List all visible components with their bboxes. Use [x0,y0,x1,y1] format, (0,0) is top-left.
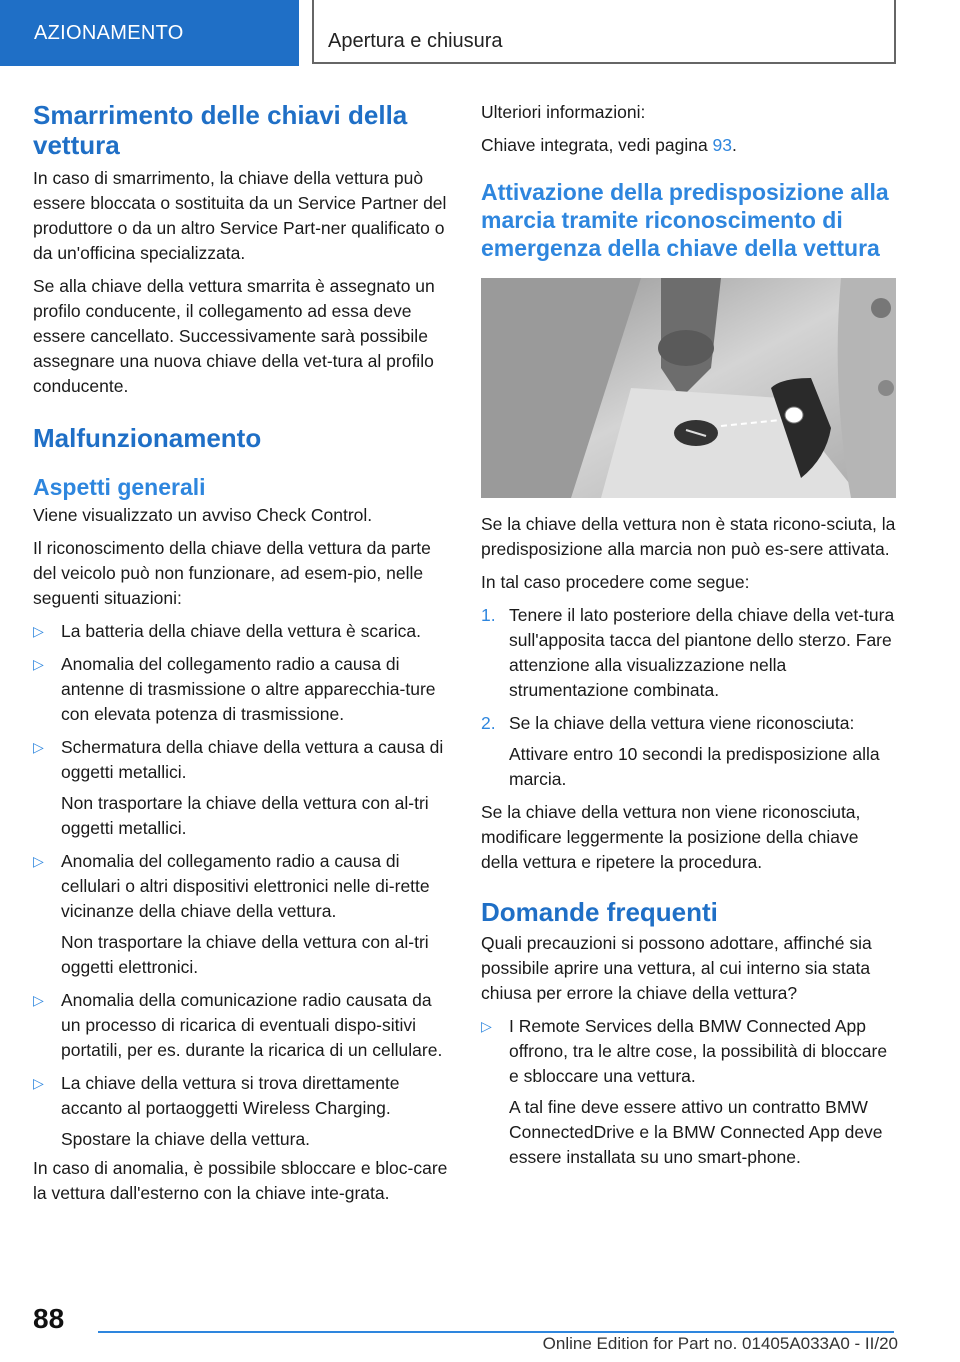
list-item-note: Non trasportare la chiave della vettura con al-tri oggetti elettronici. [61,932,429,977]
triangle-bullet-icon: ▷ [33,1075,44,1091]
left-column [33,100,448,1206]
list-item: ▷ Anomalia del collegamento radio a causa di cellulari o altri dispositivi elettronici nelle di-rette vicinanze della chiave della vettura. Non trasportare la chiave della vettura con al-tri oggetti elettronici. [33,849,448,980]
triangle-bullet-icon: ▷ [33,623,44,639]
paragraph-procedure: In tal caso procedere come segue: [481,572,750,592]
triangle-bullet-icon: ▷ [33,853,44,869]
list-item-note: Non trasportare la chiave della vettura con al-tri oggetti metallici. [61,793,429,838]
step-number: 2. [481,713,496,733]
paragraph-intro: Il riconoscimento della chiave della vettura da parte del veicolo può non funzionare, ad esem-pio, nelle seguenti situazioni: [33,538,431,608]
page-number: 88 [33,1303,65,1334]
step-item: 2. Se la chiave della vettura viene riconosciuta: Attivare entro 10 secondi la predisposizione alla marcia. [481,711,896,792]
triangle-bullet-icon: ▷ [33,992,44,1008]
list-item-note: Spostare la chiave della vettura. [61,1129,311,1149]
heading-faq: Domande frequenti [481,897,718,927]
paragraph-not-recognized: Se la chiave della vettura non è stata ricono-sciuta, la predisposizione alla marcia non può es-sere attivata. [481,514,896,559]
list-item: ▷ Anomalia della comunicazione radio causata da un processo di ricarica di eventuali dispo-sitivi portatili, per es. durante la ricarica di un cellulare. [33,990,443,1060]
paragraph-lost-2: Se alla chiave della vettura smarrita è assegnato un profilo conducente, il collegamento ad essa deve essere cancellato. Successivamente sarà possibile assegnare una nuova chiave della vet-tura al profilo conducente. [33,276,435,396]
list-item: ▷ I Remote Services della BMW Connected App offrono, tra le altre cose, la possibilità di bloccare e sbloccare una vettura. A tal fine deve essere attivo un contratto BMW ConnectedDrive e la BMW Connected App deve essere installata su uno smart-phone. [481,1014,896,1170]
list-item: ▷ Anomalia del collegamento radio a causa di antenne di trasmissione o altre apparecchia-ture con elevata potenza di trasmissione. [33,654,436,724]
step-number: 1. [481,605,496,625]
heading-emergency-detection: Attivazione della predisposizione alla marcia tramite riconoscimento di emergenza della chiave della vettura [481,179,889,261]
malfunction-list [33,619,448,1152]
faq-list [481,1014,896,1170]
section-tab: AZIONAMENTO [0,0,299,66]
key-illustration [481,278,896,498]
chapter-title: Apertura e chiusura [312,0,896,64]
step-note: Attivare entro 10 secondi la predisposizione alla marcia. [509,744,880,789]
list-item-note: A tal fine deve essere attivo un contratto BMW ConnectedDrive e la BMW Connected App deve essere installata su uno smart-phone. [509,1097,883,1167]
triangle-bullet-icon: ▷ [33,656,44,672]
list-item: ▷ La chiave della vettura si trova direttamente accanto al portaoggetti Wireless Charging. Spostare la chiave della vettura. [33,1071,448,1152]
steps-list [481,603,896,792]
paragraph-faq-question: Quali precauzioni si possono adottare, affinché sia possibile aprire una vettura, al cui interno sia stata chiusa per errore la chiave della vettura? [481,933,872,1003]
list-item: ▷ La batteria della chiave della vettura è scarica. [33,619,448,644]
page-header [0,0,960,66]
heading-malfunction: Malfunzionamento [33,423,262,453]
footer-edition: Online Edition for Part no. 01405A033A0 - II/20 [542,1334,898,1353]
paragraph-check-control: Viene visualizzato un avviso Check Control. [33,505,373,525]
heading-general: Aspetti generali [33,474,206,500]
step-item: 1. Tenere il lato posteriore della chiave della vet-tura sull'apposita tacca del piantone dello sterzo. Fare attenzione alla visualizzazione nella strumentazione combinata. [481,605,895,700]
page-link[interactable]: 93 [712,135,733,155]
paragraph-emergency-unlock: In caso di anomalia, è possibile sbloccare e bloc-care la vettura dall'esterno con la chiave inte-grata. [33,1158,448,1203]
heading-lost-key: Smarrimento delle chiavi della vettura [33,100,408,160]
list-item: ▷ Schermatura della chiave della vettura a causa di oggetti metallici. Non trasportare la chiave della vettura con al-tri oggetti metallici. [33,735,448,841]
footer-divider [98,1331,894,1333]
steering-column-key-photo [481,278,896,498]
paragraph-key-reference: Chiave integrata, vedi pagina 93. [481,135,737,155]
triangle-bullet-icon: ▷ [481,1018,492,1034]
right-column [481,100,896,1170]
paragraph-more-info: Ulteriori informazioni: [481,102,646,122]
paragraph-lost-1: In caso di smarrimento, la chiave della vettura può essere bloccata o sostituita da un Service Partner del produttore o da un altro Service Part-ner qualificato o da un'officina specializzata. [33,168,447,263]
paragraph-retry: Se la chiave della vettura non viene riconosciuta, modificare leggermente la posizione della chiave della vettura e ripetere la procedura. [481,802,861,872]
triangle-bullet-icon: ▷ [33,739,44,755]
